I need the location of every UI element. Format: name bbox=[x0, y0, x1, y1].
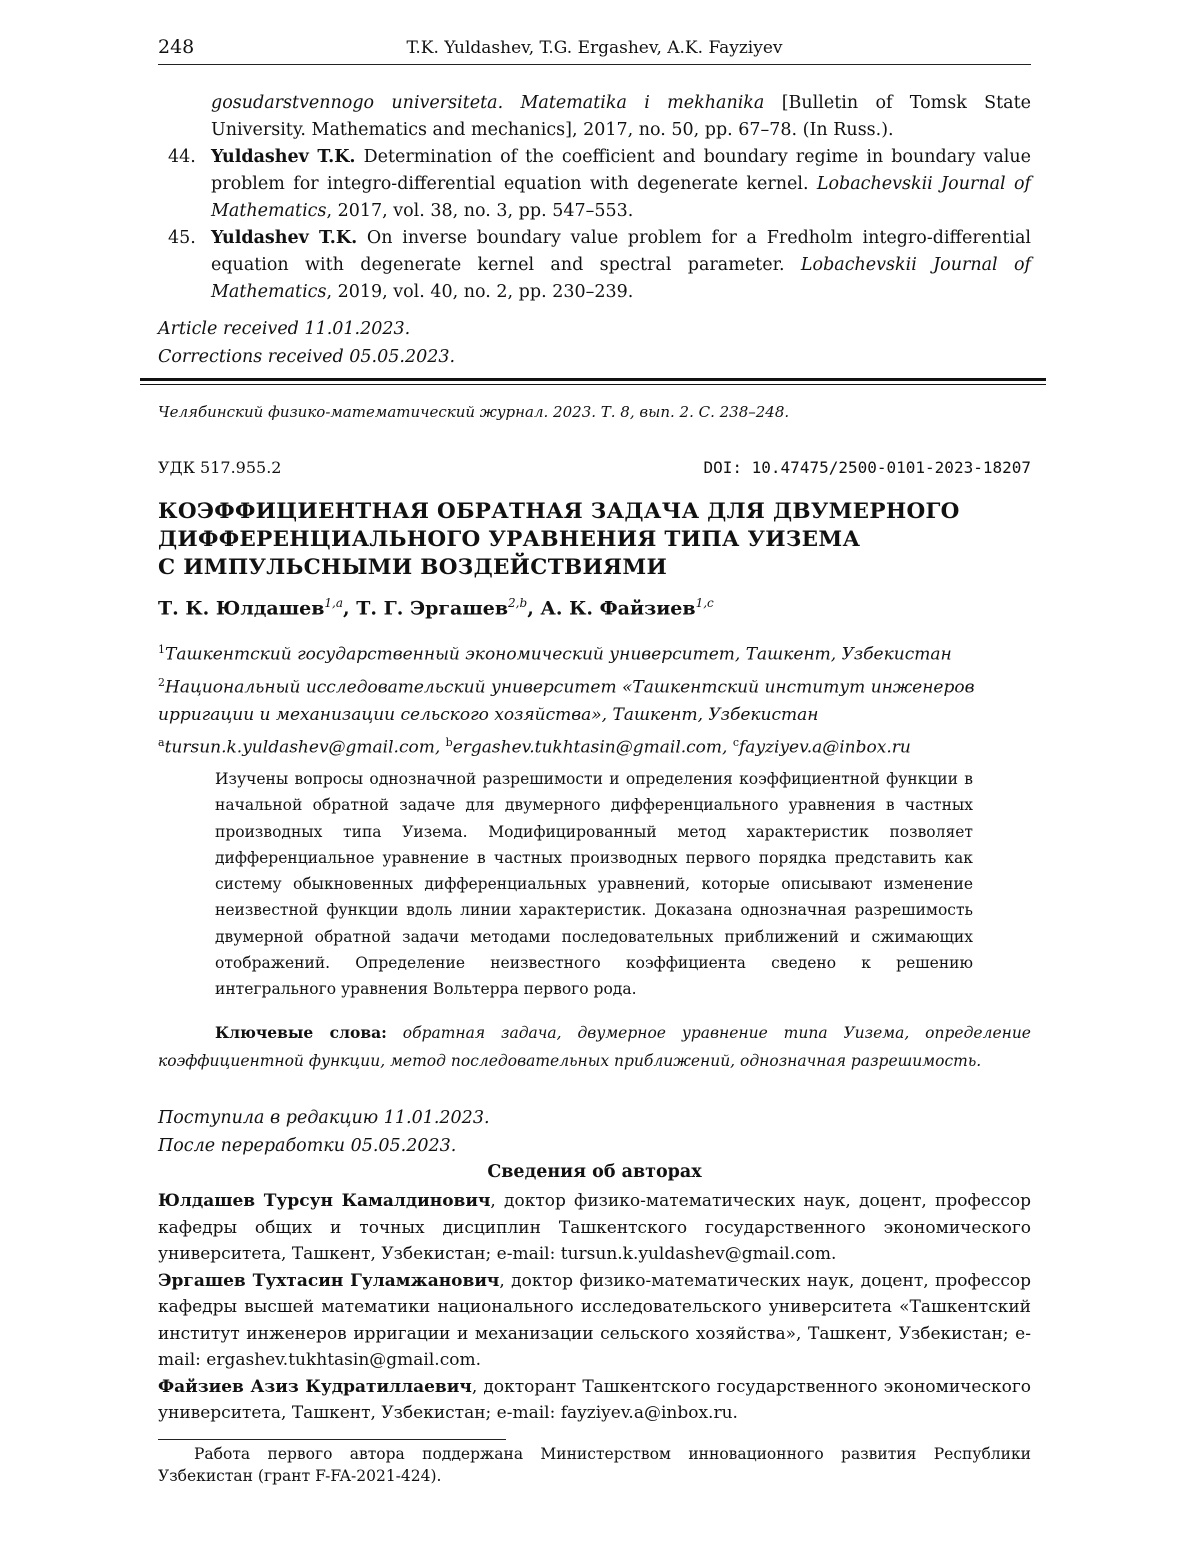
author-bio bbox=[158, 1374, 1031, 1427]
author-separator: , bbox=[527, 597, 541, 620]
date-revised-ru: После переработки 05.05.2023. bbox=[158, 1136, 457, 1156]
author-bio-text: , доктор физико-математических наук, доцент, профессор кафедры высшей математики национального исследовательского университета «Ташкентский институт инженеров ирригации и механизации сельского хозяйства», Ташкент, Узбекистан; e-mail: ergashev.tukhtasin@gmail.com. bbox=[158, 1270, 1031, 1370]
article-received: Article received 11.01.2023. bbox=[158, 319, 411, 339]
author-bio bbox=[158, 1188, 1031, 1268]
reference-item bbox=[158, 225, 1031, 306]
keywords bbox=[158, 1019, 1031, 1075]
email-separator: , bbox=[722, 737, 733, 758]
footnote-rule bbox=[158, 1439, 506, 1440]
running-header bbox=[158, 34, 1031, 65]
abstract: Изучены вопросы однозначной разрешимости и определения коэффициентной функции в начальной обратной задаче для двумерного дифференциального уравнения в частных производных типа Уизема. Модифицированный метод характеристик позволяет дифференциальное уравнение в частных производных первого порядка представить как систему обыкновенных дифференциальных уравнений, которые описывают изменение неизвестной функции вдоль линии характеристик. Доказана однозначная разрешимость двумерной обратной задачи методами последовательных приближений и сжимающих отображений. Определение неизвестного коэффициента сведено к решению интегрального уравнения Вольтерра первого рода. bbox=[215, 770, 973, 999]
author-affiliation-mark: 1,c bbox=[695, 596, 714, 610]
email-link[interactable]: ergashev.tukhtasin@gmail.com bbox=[452, 737, 723, 758]
author-bio-text: , докторант Ташкентского государственного экономического университета, Ташкент, Узбекистан; e-mail: fayziyev.a@inbox.ru. bbox=[158, 1376, 1032, 1423]
journal-citation: Челябинский физико-математический журнал. 2023. Т. 8, вып. 2. С. 238–248. bbox=[158, 403, 790, 421]
reference-details: , 2019, vol. 40, no. 2, pp. 230–239. bbox=[326, 282, 634, 302]
author-bio-name: Юлдашев Турсун Камалдинович bbox=[158, 1191, 491, 1211]
reference-continuation bbox=[158, 90, 1031, 144]
email-link[interactable]: tursun.k.yuldashev@gmail.com bbox=[164, 737, 435, 758]
about-authors bbox=[158, 1188, 1031, 1427]
email-mark: b bbox=[445, 736, 453, 750]
udk-code: УДК 517.955.2 bbox=[158, 458, 282, 477]
affiliation-text: Ташкентский государственный экономический университет, Ташкент, Узбекистан bbox=[165, 644, 952, 665]
article-title-line: КОЭФФИЦИЕНТНАЯ ОБРАТНАЯ ЗАДАЧА ДЛЯ ДВУМЕРНОГО bbox=[158, 499, 960, 524]
reference-title: Determination of the coefficient and boundary regime in boundary value problem for integro-differential equation with degenerate kernel. bbox=[211, 147, 1031, 194]
reference-journal: Lobachevskii Journal of Mathematics bbox=[211, 255, 1031, 302]
email-link[interactable]: fayziyev.a@inbox.ru bbox=[739, 737, 911, 758]
reference-number: 44. bbox=[168, 147, 196, 167]
author-affiliation-mark: 1,a bbox=[324, 596, 344, 610]
reference-journal: Lobachevskii Journal of Mathematics bbox=[211, 174, 1031, 221]
author-bio-name: Файзиев Азиз Кудратиллаевич bbox=[158, 1376, 472, 1397]
about-authors-heading: Сведения об авторах bbox=[487, 1162, 702, 1182]
received-dates-en bbox=[158, 315, 455, 371]
affiliation-text: Национальный исследовательский университет «Ташкентский институт инженеров ирригации и механизации сельского хозяйства», Ташкент, Узбекистан bbox=[158, 677, 975, 726]
article-title bbox=[158, 498, 1038, 582]
author-separator: , bbox=[343, 597, 357, 620]
affiliation-mark: 1 bbox=[158, 643, 165, 656]
footnote: Работа первого автора поддержана Министерством инновационного развития Республики Узбекистан (грант F-FA-2021-424). bbox=[158, 1445, 1031, 1485]
author-name: Т. К. Юлдашев bbox=[158, 597, 325, 620]
received-dates-ru bbox=[158, 1104, 490, 1160]
reference-details: , 2017, vol. 38, no. 3, pp. 547–553. bbox=[326, 201, 634, 221]
reference-continuation-rest: [Bulletin of Tomsk State University. Mathematics and mechanics], 2017, no. 50, pp. 67–78. (In Russ.). bbox=[211, 93, 1031, 140]
date-received-ru: Поступила в редакцию 11.01.2023. bbox=[158, 1108, 490, 1128]
author-emails bbox=[158, 729, 1038, 762]
article-title-line: ДИФФЕРЕНЦИАЛЬНОГО УРАВНЕНИЯ ТИПА УИЗЕМА bbox=[158, 527, 861, 552]
page-number: 248 bbox=[158, 36, 195, 58]
reference-item bbox=[158, 144, 1031, 225]
affiliation-2 bbox=[158, 669, 1038, 730]
doi: DOI: 10.47475/2500-0101-2023-18207 bbox=[703, 458, 1031, 477]
email-separator: , bbox=[434, 737, 446, 758]
corrections-received: Corrections received 05.05.2023. bbox=[158, 347, 456, 367]
running-title: T.K. Yuldashev, T.G. Ergashev, A.K. Fayziyev bbox=[406, 38, 783, 58]
section-divider-thick bbox=[140, 378, 1046, 381]
author-affiliation-mark: 2,b bbox=[508, 596, 528, 610]
reference-title: On inverse boundary value problem for a Fredholm integro-differential equation with degenerate kernel and spectral parameter. bbox=[211, 228, 1031, 275]
reference-author: Yuldashev T.K. bbox=[211, 228, 358, 248]
affiliations bbox=[158, 636, 1038, 762]
affiliation-mark: 2 bbox=[158, 675, 165, 689]
author-bio-text: , доктор физико-математических наук, доцент, профессор кафедры общих и точных дисциплин Ташкентского государственного экономического университета, Ташкент, Узбекистан; e-mail: tursun.k.yuldashev@gmail.com. bbox=[158, 1191, 1031, 1264]
keywords-text: обратная задача, двумерное уравнение типа Уизема, определение коэффициентной функции, метод последовательных приближений, однозначная разрешимость. bbox=[158, 1024, 1031, 1070]
email-mark: a bbox=[158, 736, 165, 750]
author-bio bbox=[158, 1268, 1031, 1374]
affiliation-1 bbox=[158, 636, 1038, 669]
author-list bbox=[158, 596, 714, 619]
reference-list bbox=[158, 90, 1031, 306]
email-mark: c bbox=[732, 736, 740, 750]
author-name: А. К. Файзиев bbox=[540, 597, 696, 620]
reference-continuation-journal: gosudarstvennogo universiteta. Matematika i mekhanika bbox=[211, 93, 765, 113]
author-bio-name: Эргашев Тухтасин Гуламжанович bbox=[158, 1270, 500, 1291]
author-name: Т. Г. Эргашев bbox=[356, 597, 509, 620]
keywords-label: Ключевые слова: bbox=[215, 1023, 387, 1042]
reference-author: Yuldashev T.K. bbox=[211, 147, 356, 167]
article-title-line: С ИМПУЛЬСНЫМИ ВОЗДЕЙСТВИЯМИ bbox=[158, 555, 668, 580]
reference-number: 45. bbox=[168, 228, 196, 248]
section-divider-thin bbox=[140, 384, 1046, 385]
